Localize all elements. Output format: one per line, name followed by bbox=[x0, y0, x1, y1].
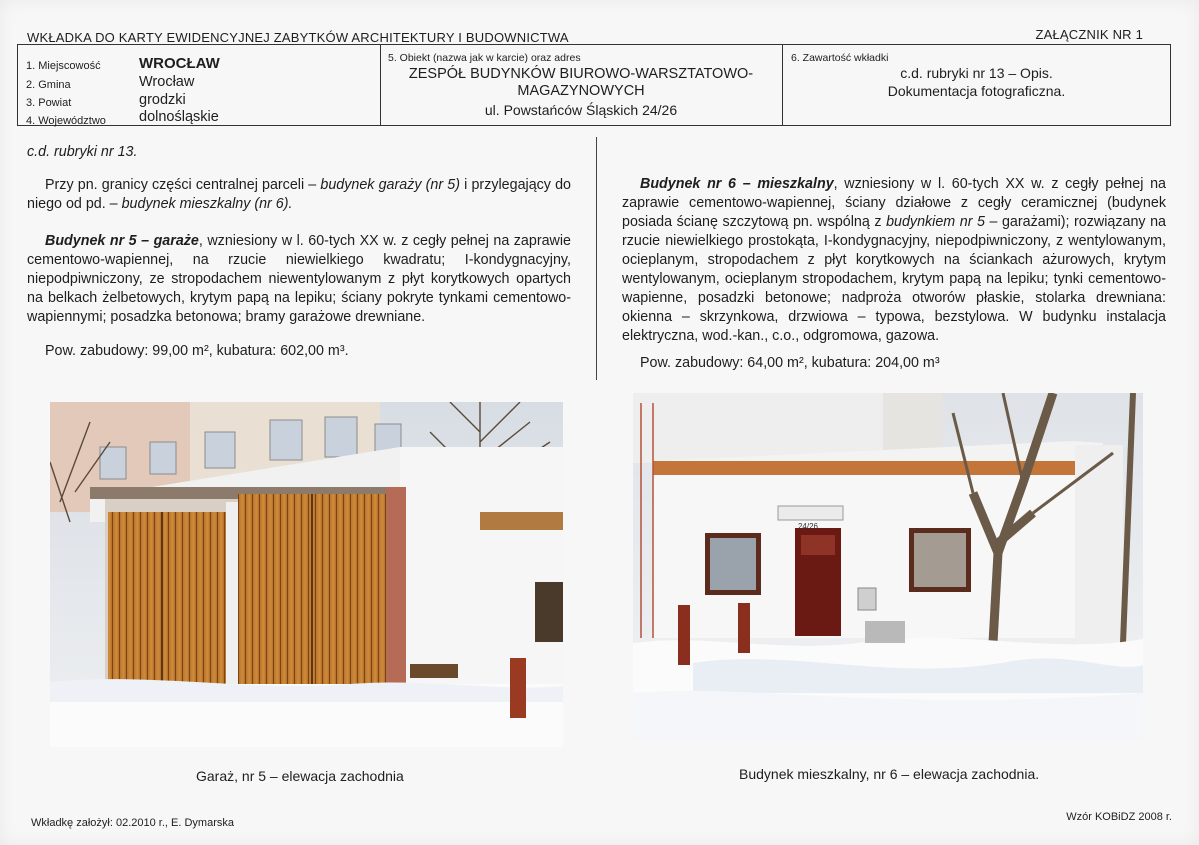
section-heading-text: c.d. rubryki nr 13. bbox=[27, 144, 138, 160]
header-table bbox=[17, 44, 1171, 126]
building-5-area: Pow. zabudowy: 99,00 m², kubatura: 602,00 m³. bbox=[45, 343, 349, 359]
door-number-label: 24/26 bbox=[797, 522, 819, 531]
location-value-commune: Wrocław bbox=[139, 74, 195, 90]
location-label-county: 3. Powiat bbox=[26, 97, 72, 109]
building-6-area: Pow. zabudowy: 64,00 m², kubatura: 204,00 m³ bbox=[640, 355, 940, 371]
intro-text-c: i przylegający do niego od pd. – bbox=[27, 177, 571, 212]
annex-number: ZAŁĄCZNIK NR 1 bbox=[1035, 27, 1143, 42]
object-name bbox=[380, 66, 782, 100]
object-name-line1: ZESPÓŁ BUDYNKÓW BIUROWO-WARSZTATOWO- bbox=[408, 66, 754, 82]
building-5-text: , wzniesiony w l. 60-tych XX w. z cegły pełnej na zaprawie cementowo-wapiennej, na rzucie niewielkiego kwadratu; I-kondygnacyjny, niepodpiwniczony, ze stropodachem niewentylowanym z płyt korytkowych opartych na belkach żelbetowych, krytym papą na lepiku; ściany pokryte tynkami cementowo-wapiennymi; posadzka betonowa; bramy garażowe drewniane. bbox=[27, 233, 571, 325]
building-6-paragraph bbox=[622, 175, 1166, 346]
photo-garage-image bbox=[50, 402, 563, 747]
photo-residential-image bbox=[633, 393, 1143, 740]
object-address: ul. Powstańców Śląskich 24/26 bbox=[484, 102, 678, 118]
building-6-title: Budynek nr 6 – mieszkalny bbox=[640, 176, 834, 192]
photo-residential-caption: Budynek mieszkalny, nr 6 – elewacja zachodnia. bbox=[739, 766, 1040, 782]
intro-text-a: Przy pn. granicy części centralnej parceli – bbox=[45, 177, 321, 193]
location-cell bbox=[18, 45, 381, 125]
location-value-voivodeship: dolnośląskie bbox=[139, 109, 219, 125]
location-label-town: 1. Miejscowość bbox=[26, 60, 101, 72]
object-cell bbox=[380, 45, 783, 125]
location-value-town: WROCŁAW bbox=[139, 55, 220, 72]
contents-line1: c.d. rubryki nr 13 – Opis. bbox=[900, 65, 1053, 81]
intro-building-5: budynek garaży (nr 5) bbox=[320, 177, 460, 193]
contents-label: 6. Zawartość wkładki bbox=[791, 52, 889, 64]
footer-template: Wzór KOBiDZ 2008 r. bbox=[1066, 811, 1172, 823]
location-label-voivodeship: 4. Województwo bbox=[26, 115, 106, 127]
section-heading bbox=[27, 143, 137, 162]
object-label: 5. Obiekt (nazwa jak w karcie) oraz adres bbox=[388, 52, 581, 64]
object-name-line2: MAGAZYNOWYCH bbox=[517, 83, 645, 99]
document-title: WKŁADKA DO KARTY EWIDENCYJNEJ ZABYTKÓW ARCHITEKTURY I BUDOWNICTWA bbox=[27, 30, 569, 45]
building-6-text-b: – garażami); rozwiązany na rzucie niewielkiego prostokąta, I-kondygnacyjny, niepodpiwniczony, z wentylowanym, ocieplanym, stropodachem z płyt korytkowych na ściankach ażurowych, krytym wentylowanym, ocieplanym stropodachem, krytym papą na lepiku; tynki cementowo-wapienne, posadzki betonowe; nadproża otworów płaskie, stolarka drewniana: okienna – skrzynkowa, drzwiowa – typowa, bezstylowa. W budynku instalacja elektryczna, wod.-kan., c.o., odgromowa, gazowa. bbox=[622, 214, 1167, 344]
photo-residential bbox=[633, 393, 1143, 740]
building-6-ref-building-5: budynkiem nr 5 bbox=[886, 214, 985, 230]
building-5-paragraph bbox=[27, 232, 571, 327]
location-value-county: grodzki bbox=[139, 92, 186, 108]
column-divider bbox=[596, 137, 597, 380]
location-label-commune: 2. Gmina bbox=[26, 79, 71, 91]
building-6-text-a: , wzniesiony w l. 60-tych XX w. z cegły pełnej na zaprawie cementowo-wapiennej, ściany działowe z cegły ceramicznej (budynek posiada ścianę szczytową pn. wspólną z bbox=[622, 176, 1166, 230]
photo-garage bbox=[50, 402, 563, 747]
building-5-title: Budynek nr 5 – garaże bbox=[45, 233, 199, 249]
contents-cell bbox=[783, 45, 1170, 125]
photo-garage-caption: Garaż, nr 5 – elewacja zachodnia bbox=[196, 768, 404, 784]
intro-paragraph bbox=[27, 176, 571, 214]
intro-building-6: budynek mieszkalny (nr 6). bbox=[121, 196, 293, 212]
footer-author: Wkładkę założył: 02.2010 r., E. Dymarska bbox=[31, 817, 234, 829]
contents-line2: Dokumentacja fotograficzna. bbox=[887, 83, 1066, 99]
